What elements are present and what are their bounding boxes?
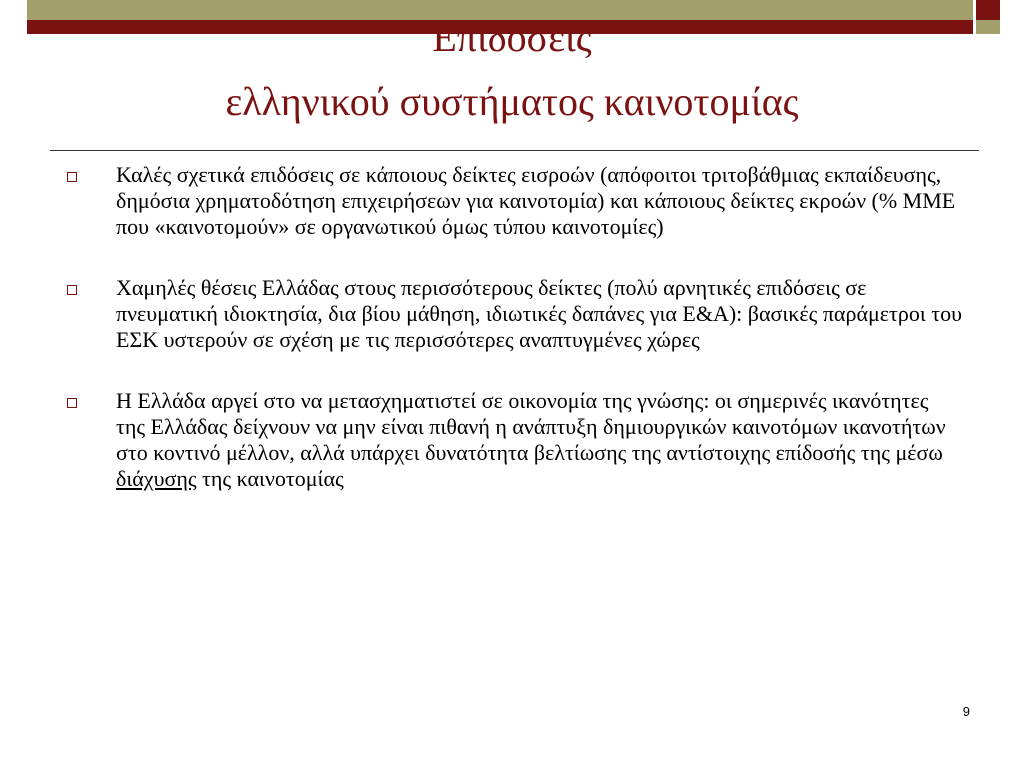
bullet-text-part: της καινοτομίας — [196, 466, 344, 491]
slide-title-line-1: Επιδόσεις — [432, 15, 592, 60]
slide-title-line-2: ελληνικού συστήματος καινοτομίας — [225, 79, 799, 124]
bullet-item — [62, 275, 962, 353]
bullet-text: Χαμηλές θέσεις Ελλάδας στους περισσότερους δείκτες (πολύ αρνητικές επιδόσεις σε πνευματική ιδιοκτησία, δια βίου μάθηση, ιδιωτικές δαπάνες για Ε&Α): βασικές παράμετροι του ΕΣΚ υστερούν σε σχέση με τις περισσότερες αναπτυγμένες χώρες — [116, 275, 962, 352]
hollow-square-bullet-icon — [67, 398, 77, 408]
slide-title — [40, 10, 984, 130]
bullet-text — [116, 388, 946, 491]
underlined-term: διάχυσης — [116, 466, 197, 491]
bullet-item — [62, 388, 962, 492]
bullet-text: Καλές σχετικά επιδόσεις σε κάποιους δείκτες εισροών (απόφοιτοι τριτοβάθμιας εκπαίδευσης, δημόσια χρηματοδότηση επιχειρήσεων για καινοτομία) και κάποιους δείκτες εκροών (% ΜΜΕ που «καινοτομούν» σε οργανωτικού όμως τύπου καινοτομίες) — [116, 162, 956, 239]
slide-body — [62, 162, 962, 527]
hollow-square-bullet-icon — [67, 172, 77, 182]
hollow-square-bullet-icon — [67, 285, 77, 295]
bullet-text-part: Η Ελλάδα αργεί στο να μετασχηματιστεί σε οικονομία της γνώσης: οι σημερινές ικανότητες της Ελλάδας δείχνουν να μην είναι πιθανή η ανάπτυξη δημιουργικών καινοτόμων ικανοτήτων στο κοντινό μέλλον, αλλά υπάρχει δυνατότητα βελτίωσης της αντίστοιχης επίδοσής της μέσω — [116, 388, 946, 465]
page-number: 9 — [962, 704, 970, 719]
title-divider — [50, 150, 979, 151]
bullet-item — [62, 162, 962, 240]
